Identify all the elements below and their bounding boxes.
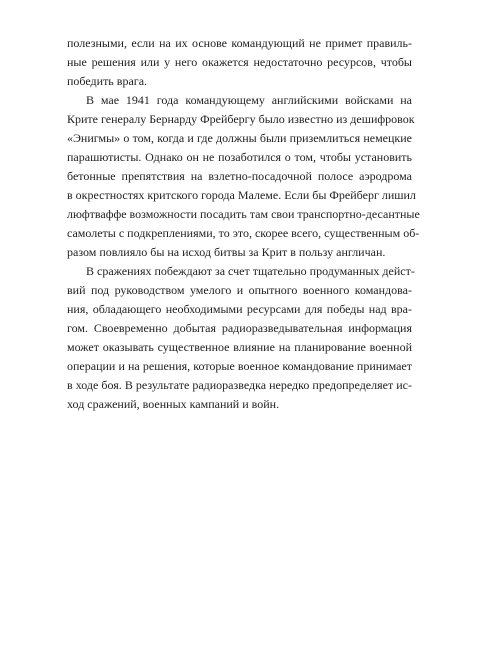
text-line: ные решения или у него окажется недостаточно ресурсов, чтобы (67, 55, 412, 69)
text-line: самолеты с подкреплениями, то это, скорее всего, существенным об- (67, 226, 420, 240)
text-line: Крите генералу Бернарду Фрейбергу было известно из дешифровок (67, 112, 415, 126)
text-line: может оказывать существенное влияние на планирование военной (67, 340, 412, 354)
text-line: В мае 1941 года командующему английскими войсками на (86, 93, 412, 107)
text-line: операции и на решения, которые военное командование принимает (67, 359, 412, 373)
text-line: В сражениях побеждают за счет тщательно продуманных дейст- (86, 264, 415, 278)
text-line: полезными, если на их основе командующий не примет правиль- (67, 36, 412, 50)
text-line: парашютисты. Однако он не позаботился о том, чтобы установить (67, 150, 412, 164)
text-line: «Энигмы» о том, когда и где должны были приземлиться немецкие (67, 131, 412, 145)
text-line: победить врага. (67, 74, 148, 88)
text-line: люфтваффе возможности посадить там свои транспортно-десантные (67, 207, 420, 221)
text-line: разом повлияло бы на исход битвы за Крит в пользу англичан. (67, 245, 386, 259)
text-line: в ходе боя. В результате радиоразведка нередко предопределяет ис- (67, 378, 412, 392)
text-line: в окрестностях критского города Малеме. Если бы Фрейберг лишил (67, 188, 416, 202)
text-line: ния, обладающего необходимыми ресурсами для победы над вра- (67, 302, 412, 316)
text-line: ход сражений, военных кампаний и войн. (67, 397, 280, 411)
text-line: вий под руководством умелого и опытного военного командова- (67, 283, 412, 297)
text-line: гом. Своевременно добытая радиоразведывательная информация (67, 321, 412, 335)
text-line: бетонные препятствия на взлетно-посадочной полосе аэродрома (67, 169, 412, 183)
